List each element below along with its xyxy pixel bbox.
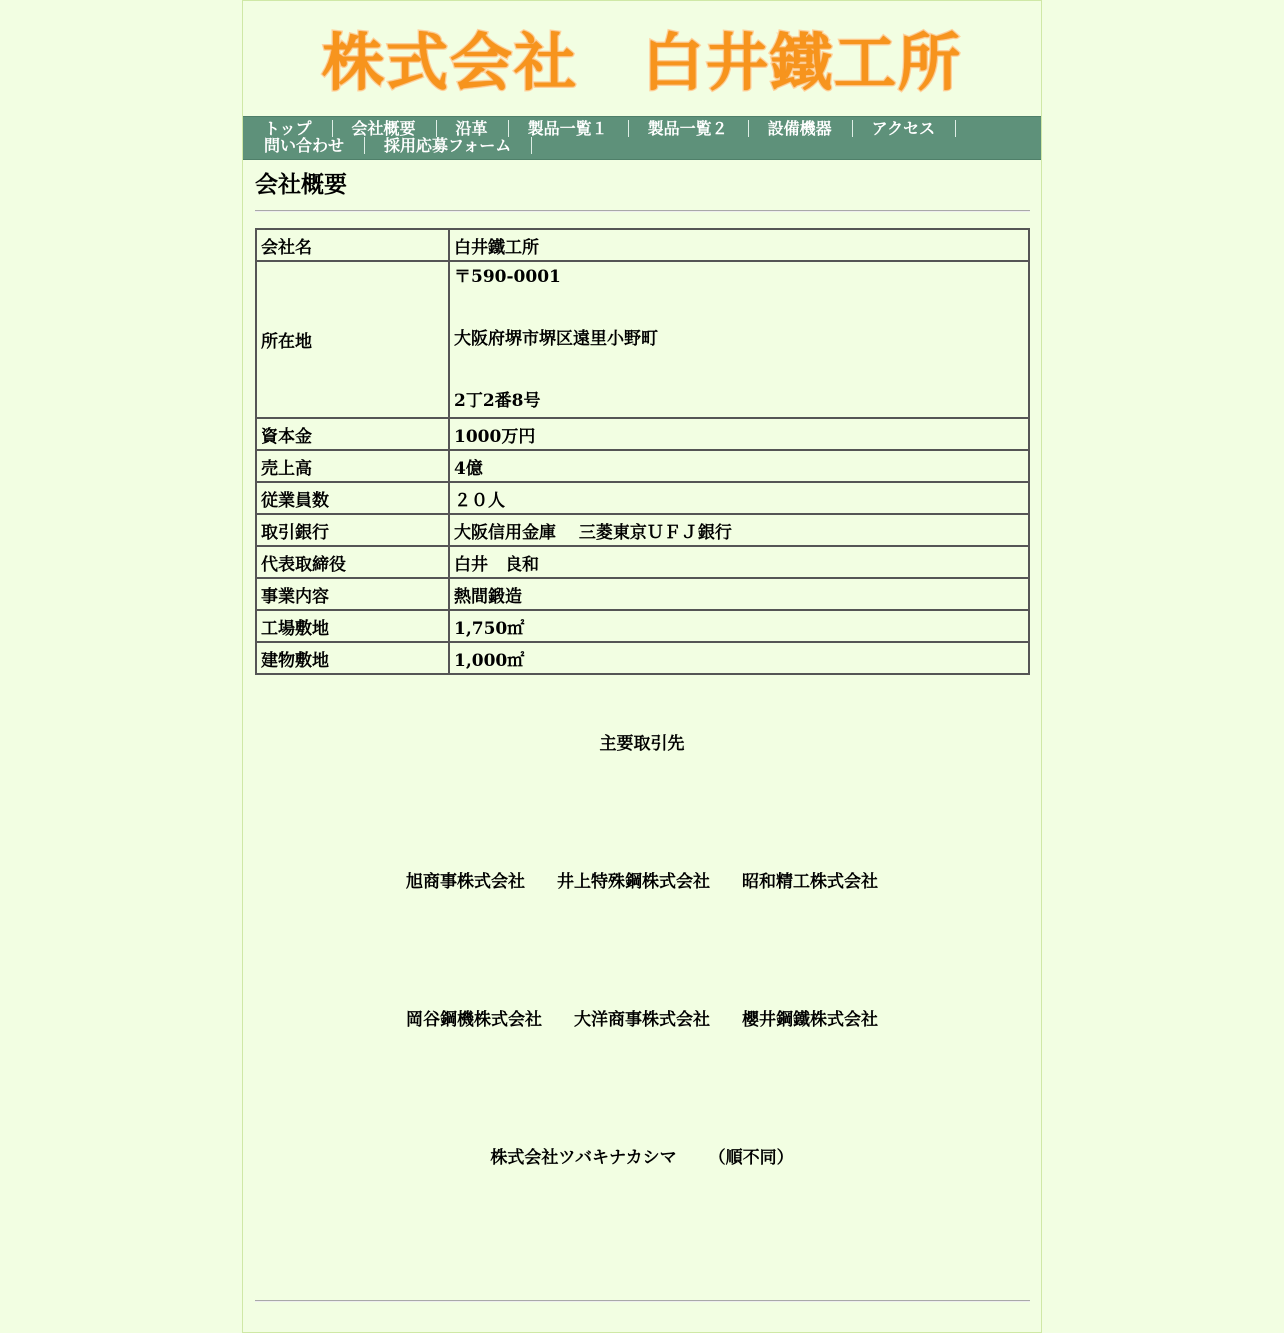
table-row <box>256 578 1029 610</box>
row-value-address <box>449 261 1029 418</box>
table-row <box>256 482 1029 514</box>
clients-row-2 <box>243 1005 1041 1030</box>
address-street: 2丁2番8号 <box>454 391 541 411</box>
table-row <box>256 642 1029 674</box>
nav-item-contact[interactable]: 問い合わせ <box>245 137 365 154</box>
client-name: 旭商事株式会社 <box>406 872 525 892</box>
site-logo[interactable] <box>243 23 1041 103</box>
table-row <box>256 514 1029 546</box>
logo-text: 株式会社 白井鐵工所 <box>321 26 962 99</box>
main-nav <box>243 116 1041 160</box>
address-spacer <box>454 293 1024 324</box>
row-label-address: 所在地 <box>256 261 449 418</box>
table-row <box>256 546 1029 578</box>
clients-row-1 <box>243 867 1041 892</box>
nav-item-equipment[interactable]: 設備機器 <box>749 120 853 137</box>
client-note: （順不同） <box>708 1148 794 1168</box>
page-title: 会社概要 <box>255 172 347 198</box>
row-label-representative: 代表取締役 <box>256 546 449 578</box>
client-name: 櫻井鋼鐵株式会社 <box>742 1010 878 1030</box>
company-info-table <box>255 228 1030 675</box>
page-container <box>242 0 1042 1333</box>
address-city: 大阪府堺市堺区遠里小野町 <box>454 329 658 349</box>
row-value-banks: 大阪信用金庫 三菱東京ＵＦＪ銀行 <box>449 514 1029 546</box>
nav-item-history[interactable]: 沿革 <box>437 120 509 137</box>
nav-item-access[interactable]: アクセス <box>853 120 957 137</box>
row-label-factory-area: 工場敷地 <box>256 610 449 642</box>
row-label-company-name: 会社名 <box>256 229 449 261</box>
address-spacer <box>454 355 1024 386</box>
client-name: 昭和精工株式会社 <box>742 872 878 892</box>
nav-item-products-1[interactable]: 製品一覧１ <box>509 120 629 137</box>
clients-section <box>243 729 1041 1168</box>
client-name: 大洋商事株式会社 <box>574 1010 710 1030</box>
divider-top <box>255 210 1030 212</box>
client-name: 岡谷鋼機株式会社 <box>406 1010 542 1030</box>
nav-item-products-2[interactable]: 製品一覧２ <box>629 120 749 137</box>
table-row <box>256 610 1029 642</box>
row-label-capital: 資本金 <box>256 418 449 450</box>
row-label-employees: 従業員数 <box>256 482 449 514</box>
row-label-banks: 取引銀行 <box>256 514 449 546</box>
table-row <box>256 261 1029 418</box>
row-label-sales: 売上高 <box>256 450 449 482</box>
row-value-representative: 白井 良和 <box>449 546 1029 578</box>
table-row <box>256 418 1029 450</box>
nav-item-top[interactable]: トップ <box>245 120 333 137</box>
row-label-building-area: 建物敷地 <box>256 642 449 674</box>
table-row <box>256 450 1029 482</box>
nav-list <box>243 120 1025 154</box>
row-value-building-area: 1,000㎡ <box>449 642 1029 674</box>
client-name: 株式会社ツバキナカシマ <box>490 1148 677 1168</box>
clients-row-3 <box>243 1143 1041 1168</box>
row-value-capital: 1000万円 <box>449 418 1029 450</box>
row-value-employees: ２０人 <box>449 482 1029 514</box>
row-label-business: 事業内容 <box>256 578 449 610</box>
address-postal: 〒590-0001 <box>454 267 561 287</box>
nav-item-recruit[interactable]: 採用応募フォーム <box>365 137 532 154</box>
row-value-business: 熱間鍛造 <box>449 578 1029 610</box>
row-value-company-name: 白井鐵工所 <box>449 229 1029 261</box>
divider-bottom <box>255 1300 1030 1302</box>
clients-heading: 主要取引先 <box>599 734 685 754</box>
client-name: 井上特殊鋼株式会社 <box>557 872 710 892</box>
row-value-factory-area: 1,750㎡ <box>449 610 1029 642</box>
row-value-sales: 4億 <box>449 450 1029 482</box>
table-row <box>256 229 1029 261</box>
nav-item-company[interactable]: 会社概要 <box>333 120 437 137</box>
